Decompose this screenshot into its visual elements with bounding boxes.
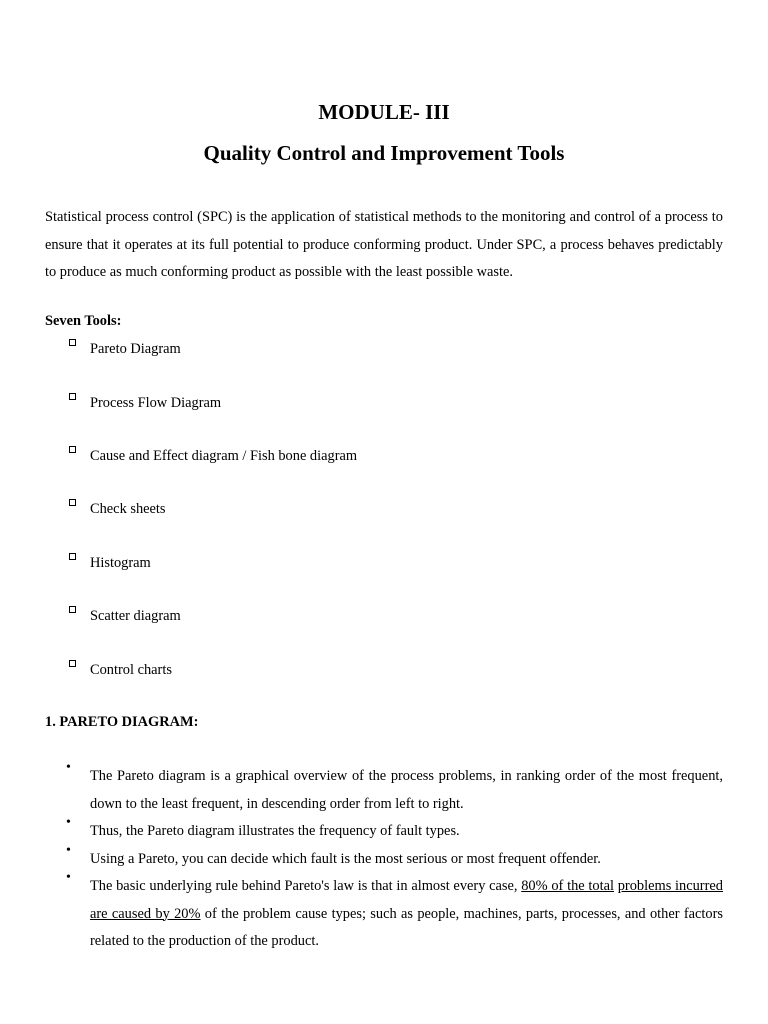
bullet-text: The Pareto diagram is a graphical overview of the process problems, in ranking order of the most frequent, down to the least frequent, in descending order from left to right. [90, 768, 723, 812]
list-item [0, 555, 768, 577]
square-bullet-icon [69, 339, 76, 346]
page-title: Quality Control and Improvement Tools [203, 141, 565, 165]
bullet-icon: • [66, 760, 71, 775]
pareto-heading: 1. PARETO DIAGRAM: [45, 714, 199, 730]
bullet-text: Thus, the Pareto diagram illustrates the frequency of fault types. [90, 823, 460, 839]
text-run: of the problem cause types; such as people, machines, parts, processes, and other factors related to the production of the product. [90, 905, 724, 949]
text-run: The basic underlying rule behind Pareto's law is that in almost every case, [90, 878, 522, 894]
tool-label: Histogram [90, 555, 151, 571]
square-bullet-icon [69, 553, 76, 560]
bullet-icon: • [66, 842, 71, 858]
intro-paragraph: Statistical process control (SPC) is the application of statistical methods to the monitoring and control of a process to ensure that it operates at its full potential to produce conforming product. Under SPC, a process behaves predictably to produce as much conforming product as possible with the least possible waste. [45, 209, 723, 280]
square-bullet-icon [69, 660, 76, 667]
list-item [0, 501, 768, 523]
list-item [0, 760, 768, 818]
list-item [0, 448, 768, 470]
tool-label: Process Flow Diagram [90, 395, 222, 411]
bullet-icon: • [66, 870, 71, 885]
list-item [0, 395, 768, 417]
tool-label: Control charts [90, 662, 172, 678]
square-bullet-icon [69, 499, 76, 506]
list-item [0, 842, 768, 874]
list-item [0, 870, 768, 956]
tool-label: Cause and Effect diagram / Fish bone diagram [90, 448, 358, 464]
bullet-icon: • [66, 815, 71, 830]
square-bullet-icon [69, 446, 76, 453]
square-bullet-icon [69, 606, 76, 613]
list-item [0, 341, 768, 363]
list-item [0, 608, 768, 630]
seven-tools-heading: Seven Tools: [45, 313, 122, 329]
bullet-text [90, 873, 723, 956]
tool-label: Pareto Diagram [90, 341, 181, 357]
module-heading: MODULE- III [318, 100, 450, 124]
underlined-text: problems incurred are caused by 20% [90, 878, 723, 922]
list-item [0, 815, 768, 846]
underlined-text: 80% of the total [521, 878, 614, 894]
list-item [0, 662, 768, 684]
tool-label: Check sheets [90, 501, 166, 517]
bullet-text: Using a Pareto, you can decide which fault is the most serious or most frequent offender. [90, 850, 601, 867]
square-bullet-icon [69, 393, 76, 400]
tool-label: Scatter diagram [90, 608, 181, 624]
pareto-bullet-list [0, 760, 768, 956]
